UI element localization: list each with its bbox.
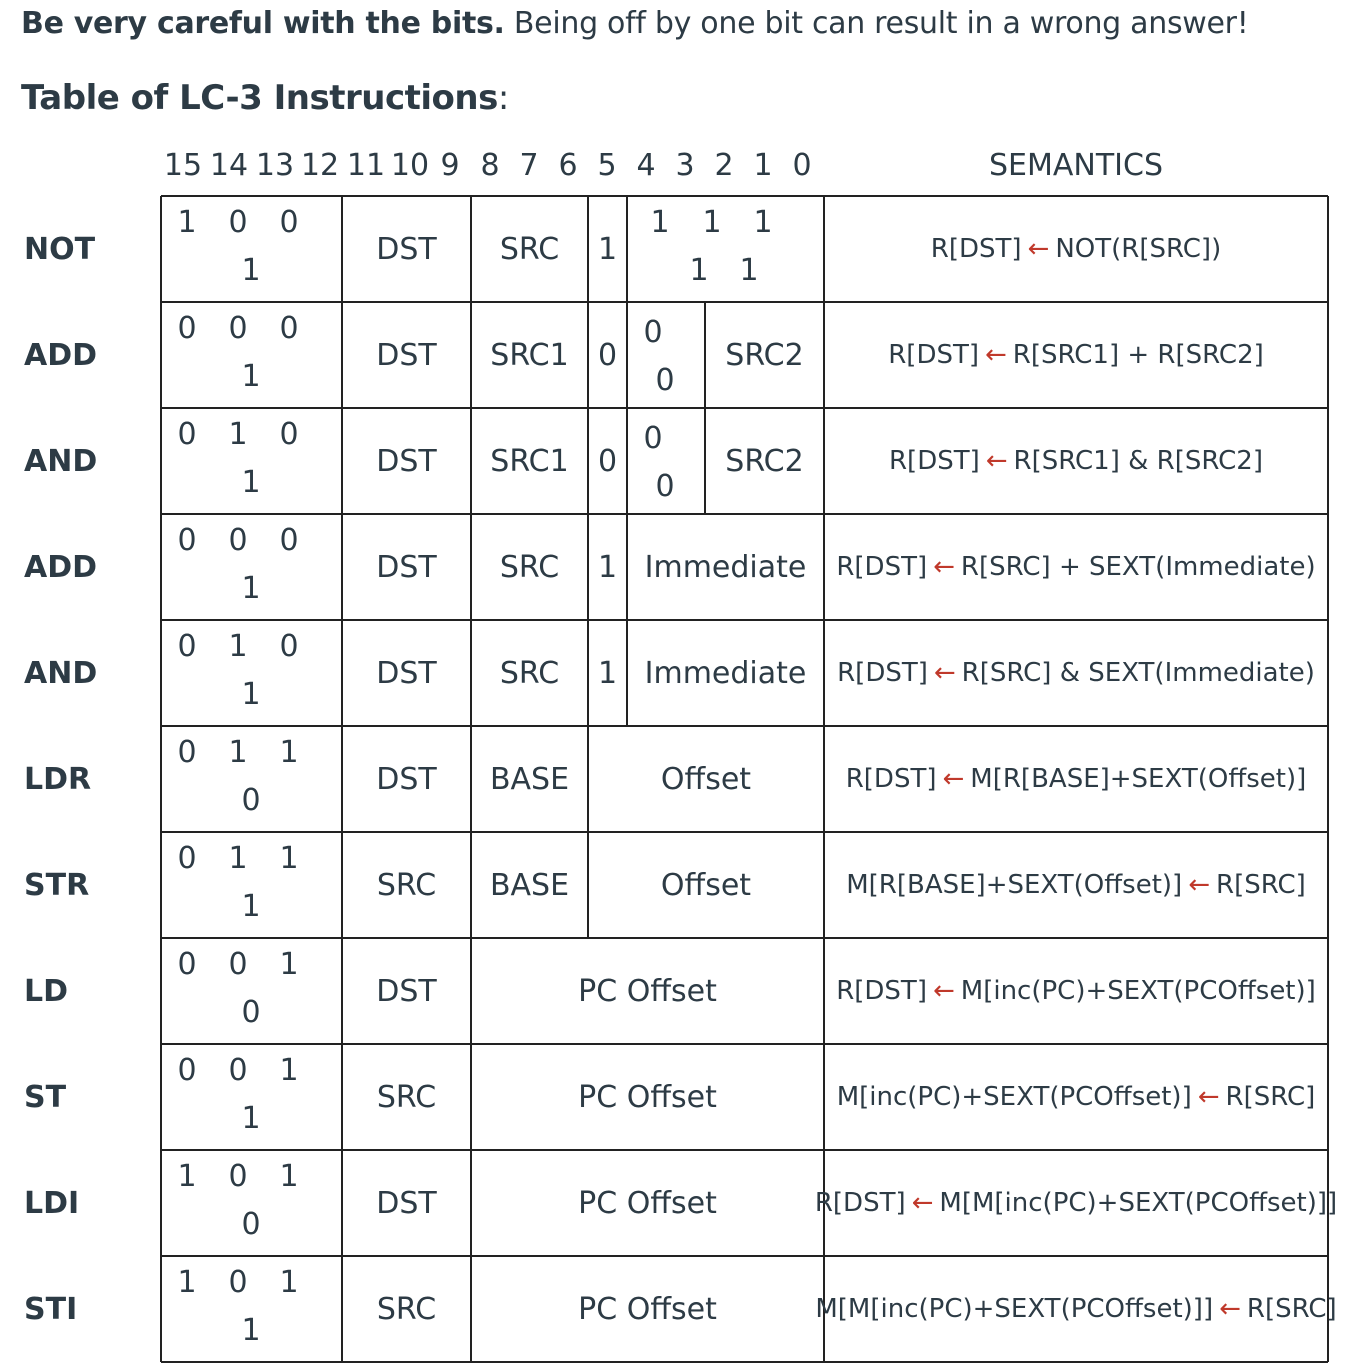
semantics-right: R[SRC] & SEXT(Immediate) bbox=[961, 658, 1315, 688]
bit-number-3: 3 bbox=[675, 148, 695, 183]
bit-number-1: 1 bbox=[753, 148, 773, 183]
col-border bbox=[160, 196, 162, 302]
mnemonic-ldr: LDR bbox=[24, 761, 92, 797]
semantics-cell bbox=[824, 726, 1328, 832]
field-offset: Offset bbox=[660, 761, 752, 797]
semantics-left: R[DST] bbox=[888, 446, 980, 476]
field-pc-offset: PC Offset bbox=[578, 1079, 717, 1115]
opcode-bit: 0 bbox=[177, 629, 197, 664]
intro-rest: Being off by one bit can result in a wrong answer! bbox=[504, 6, 1249, 41]
semantics-left: M[inc(PC)+SEXT(PCOffset)] bbox=[836, 1082, 1192, 1112]
semantics-left: M[R[BASE]+SEXT(Offset)] bbox=[846, 870, 1183, 900]
field-dst: DST bbox=[376, 655, 437, 691]
opcode-bit: 0 bbox=[241, 783, 261, 818]
bit-number-10: 10 bbox=[390, 148, 430, 183]
semantics-right: R[SRC] + SEXT(Immediate) bbox=[960, 552, 1316, 582]
opcode-bit: 0 bbox=[228, 1053, 248, 1088]
col-border bbox=[160, 514, 162, 620]
field-dst: DST bbox=[376, 761, 437, 797]
field-pc-offset: PC Offset bbox=[578, 1185, 717, 1221]
field-offset: Offset bbox=[660, 867, 752, 903]
opcode-bit: 1 bbox=[228, 841, 248, 876]
opcode-bit: 1 bbox=[177, 205, 197, 240]
field-bit5: 0 bbox=[597, 337, 618, 373]
field-src: SRC bbox=[499, 549, 560, 585]
col-border bbox=[160, 1150, 162, 1256]
opcode-bit: 0 bbox=[177, 311, 197, 346]
opcode-bit: 0 bbox=[228, 311, 248, 346]
opcode-bit: 1 bbox=[279, 947, 299, 982]
semantics-left: M[M[inc(PC)+SEXT(PCOffset)]] bbox=[815, 1294, 1214, 1324]
opcode-bit: 1 bbox=[241, 571, 261, 606]
opcode-bit: 0 bbox=[228, 947, 248, 982]
bit-number-5: 5 bbox=[597, 148, 617, 183]
semantics-left: R[DST] bbox=[930, 234, 1022, 264]
col-border bbox=[160, 832, 162, 938]
field-dst: SRC bbox=[376, 867, 437, 903]
field-dst: SRC bbox=[376, 1079, 437, 1115]
assign-arrow-icon: ← bbox=[985, 446, 1008, 476]
opcode-bit: 0 bbox=[177, 735, 197, 770]
semantics-right: M[M[inc(PC)+SEXT(PCOffset)]] bbox=[939, 1188, 1338, 1218]
field-dst: DST bbox=[376, 549, 437, 585]
opcode-bit: 0 bbox=[177, 523, 197, 558]
opcode-bit: 0 bbox=[228, 205, 248, 240]
col-border bbox=[160, 938, 162, 1044]
bit-number-12: 12 bbox=[300, 148, 340, 183]
field-zero-bit: 0 bbox=[643, 421, 663, 456]
field-one-bit: 1 bbox=[739, 253, 759, 288]
semantics-cell bbox=[824, 620, 1328, 726]
field-dst: DST bbox=[376, 1185, 437, 1221]
field-dst: DST bbox=[376, 337, 437, 373]
mnemonic-and: AND bbox=[24, 655, 98, 691]
field-src: SRC bbox=[499, 655, 560, 691]
assign-arrow-icon: ← bbox=[942, 764, 965, 794]
opcode-bit: 1 bbox=[228, 417, 248, 452]
opcode-bit: 0 bbox=[241, 1207, 261, 1242]
mnemonic-ld: LD bbox=[24, 973, 69, 1009]
col-border bbox=[160, 1044, 162, 1150]
intro-text bbox=[21, 6, 1248, 41]
semantics-cell bbox=[824, 408, 1328, 514]
opcode-bit: 0 bbox=[279, 523, 299, 558]
semantics-right: M[inc(PC)+SEXT(PCOffset)] bbox=[960, 976, 1316, 1006]
opcode-bit: 1 bbox=[241, 465, 261, 500]
opcode-bit: 1 bbox=[279, 1265, 299, 1300]
semantics-left: R[DST] bbox=[845, 764, 937, 794]
col-border bbox=[160, 1256, 162, 1362]
opcode-bit: 1 bbox=[177, 1159, 197, 1194]
field-immediate: Immediate bbox=[644, 549, 807, 585]
opcode-bit: 1 bbox=[228, 735, 248, 770]
opcode-bit: 1 bbox=[279, 735, 299, 770]
bit-number-8: 8 bbox=[480, 148, 500, 183]
field-one-bit: 1 bbox=[689, 253, 709, 288]
field-bit5: 0 bbox=[597, 443, 618, 479]
opcode-bit: 0 bbox=[177, 947, 197, 982]
field-dst: DST bbox=[376, 973, 437, 1009]
bit-number-9: 9 bbox=[440, 148, 460, 183]
assign-arrow-icon: ← bbox=[1197, 1082, 1220, 1112]
field-zero-bit: 0 bbox=[655, 469, 675, 504]
col-border bbox=[160, 726, 162, 832]
field-src2: SRC2 bbox=[725, 443, 804, 479]
semantics-cell bbox=[824, 938, 1328, 1044]
intro-bold: Be very careful with the bits. bbox=[21, 6, 505, 41]
semantics-left: R[DST] bbox=[814, 1188, 906, 1218]
semantics-right: R[SRC] bbox=[1246, 1294, 1337, 1324]
bit-number-15: 15 bbox=[163, 148, 203, 183]
bit-number-14: 14 bbox=[209, 148, 249, 183]
bit-number-0: 0 bbox=[792, 148, 812, 183]
semantics-cell bbox=[824, 196, 1328, 302]
opcode-bit: 1 bbox=[241, 677, 261, 712]
semantics-header: SEMANTICS bbox=[988, 148, 1163, 183]
field-zero-bit: 0 bbox=[643, 315, 663, 350]
bit-number-11: 11 bbox=[346, 148, 386, 183]
opcode-bit: 1 bbox=[279, 1159, 299, 1194]
semantics-left: R[DST] bbox=[836, 976, 927, 1006]
mnemonic-not: NOT bbox=[24, 231, 96, 267]
opcode-bit: 1 bbox=[241, 1313, 261, 1348]
field-dst: DST bbox=[376, 443, 437, 479]
field-bit5: 1 bbox=[597, 549, 618, 585]
field-bit5: 1 bbox=[597, 231, 618, 267]
semantics-right: M[R[BASE]+SEXT(Offset)] bbox=[970, 764, 1307, 794]
opcode-bit: 1 bbox=[241, 1101, 261, 1136]
field-immediate: Immediate bbox=[644, 655, 807, 691]
assign-arrow-icon: ← bbox=[933, 552, 955, 582]
opcode-bit: 0 bbox=[279, 629, 299, 664]
opcode-bit: 0 bbox=[228, 1265, 248, 1300]
opcode-bit: 1 bbox=[279, 841, 299, 876]
semantics-left: R[DST] bbox=[888, 340, 979, 370]
field-base: BASE bbox=[489, 761, 570, 797]
semantics-right: R[SRC1] & R[SRC2] bbox=[1013, 446, 1263, 476]
opcode-bit: 1 bbox=[279, 1053, 299, 1088]
col-border bbox=[160, 302, 162, 408]
field-dst: DST bbox=[376, 231, 437, 267]
opcode-bit: 1 bbox=[228, 629, 248, 664]
opcode-bit: 1 bbox=[241, 253, 261, 288]
assign-arrow-icon: ← bbox=[1219, 1294, 1241, 1324]
semantics-cell bbox=[815, 1256, 1337, 1362]
field-zero-bit: 0 bbox=[655, 363, 675, 398]
opcode-bit: 0 bbox=[228, 523, 248, 558]
field-src2: SRC2 bbox=[725, 337, 804, 373]
mnemonic-add: ADD bbox=[24, 337, 98, 373]
semantics-right: NOT(R[SRC]) bbox=[1055, 234, 1222, 264]
opcode-bit: 0 bbox=[177, 1053, 197, 1088]
bit-number-13: 13 bbox=[255, 148, 295, 183]
bit-number-2: 2 bbox=[714, 148, 734, 183]
field-pc-offset: PC Offset bbox=[578, 1291, 717, 1327]
semantics-left: R[DST] bbox=[836, 552, 928, 582]
field-src: SRC1 bbox=[490, 443, 569, 479]
semantics-cell bbox=[824, 1044, 1328, 1150]
semantics-cell bbox=[824, 514, 1328, 620]
opcode-bit: 0 bbox=[177, 841, 197, 876]
assign-arrow-icon: ← bbox=[932, 976, 955, 1006]
field-one-bit: 1 bbox=[650, 205, 670, 240]
table-heading bbox=[21, 78, 509, 118]
field-one-bit: 1 bbox=[753, 205, 773, 240]
semantics-right: R[SRC] bbox=[1225, 1082, 1316, 1112]
mnemonic-sti: STI bbox=[24, 1291, 78, 1327]
opcode-bit: 0 bbox=[177, 417, 197, 452]
table-heading-bold: Table of LC-3 Instructions bbox=[21, 78, 498, 118]
mnemonic-str: STR bbox=[24, 867, 90, 903]
semantics-left: R[DST] bbox=[837, 658, 928, 688]
col-border bbox=[160, 620, 162, 726]
assign-arrow-icon: ← bbox=[933, 658, 956, 688]
semantics-cell bbox=[824, 302, 1328, 408]
bit-number-6: 6 bbox=[558, 148, 578, 183]
field-src: SRC1 bbox=[490, 337, 569, 373]
opcode-bit: 0 bbox=[279, 311, 299, 346]
opcode-bit: 1 bbox=[177, 1265, 197, 1300]
semantics-cell bbox=[814, 1150, 1338, 1256]
semantics-right: R[SRC1] + R[SRC2] bbox=[1012, 340, 1264, 370]
opcode-bit: 1 bbox=[241, 889, 261, 924]
opcode-bit: 0 bbox=[228, 1159, 248, 1194]
field-pc-offset: PC Offset bbox=[578, 973, 717, 1009]
opcode-bit: 0 bbox=[279, 205, 299, 240]
field-base: BASE bbox=[489, 867, 570, 903]
semantics-right: R[SRC] bbox=[1216, 870, 1306, 900]
field-bit5: 1 bbox=[597, 655, 618, 691]
mnemonic-add: ADD bbox=[24, 549, 98, 585]
semantics-cell bbox=[824, 832, 1328, 938]
assign-arrow-icon: ← bbox=[1188, 870, 1210, 900]
mnemonic-st: ST bbox=[24, 1079, 67, 1115]
mnemonic-ldi: LDI bbox=[24, 1185, 80, 1221]
opcode-bit: 0 bbox=[241, 995, 261, 1030]
assign-arrow-icon: ← bbox=[985, 340, 1007, 370]
field-src: SRC bbox=[499, 231, 560, 267]
bit-number-7: 7 bbox=[519, 148, 539, 183]
assign-arrow-icon: ← bbox=[1027, 234, 1050, 264]
assign-arrow-icon: ← bbox=[911, 1188, 934, 1218]
table-heading-colon: : bbox=[497, 78, 509, 118]
opcode-bit: 0 bbox=[279, 417, 299, 452]
field-one-bit: 1 bbox=[702, 205, 722, 240]
col-border bbox=[160, 408, 162, 514]
mnemonic-and: AND bbox=[24, 443, 98, 479]
bit-number-4: 4 bbox=[636, 148, 656, 183]
opcode-bit: 1 bbox=[241, 359, 261, 394]
field-dst: SRC bbox=[376, 1291, 437, 1327]
